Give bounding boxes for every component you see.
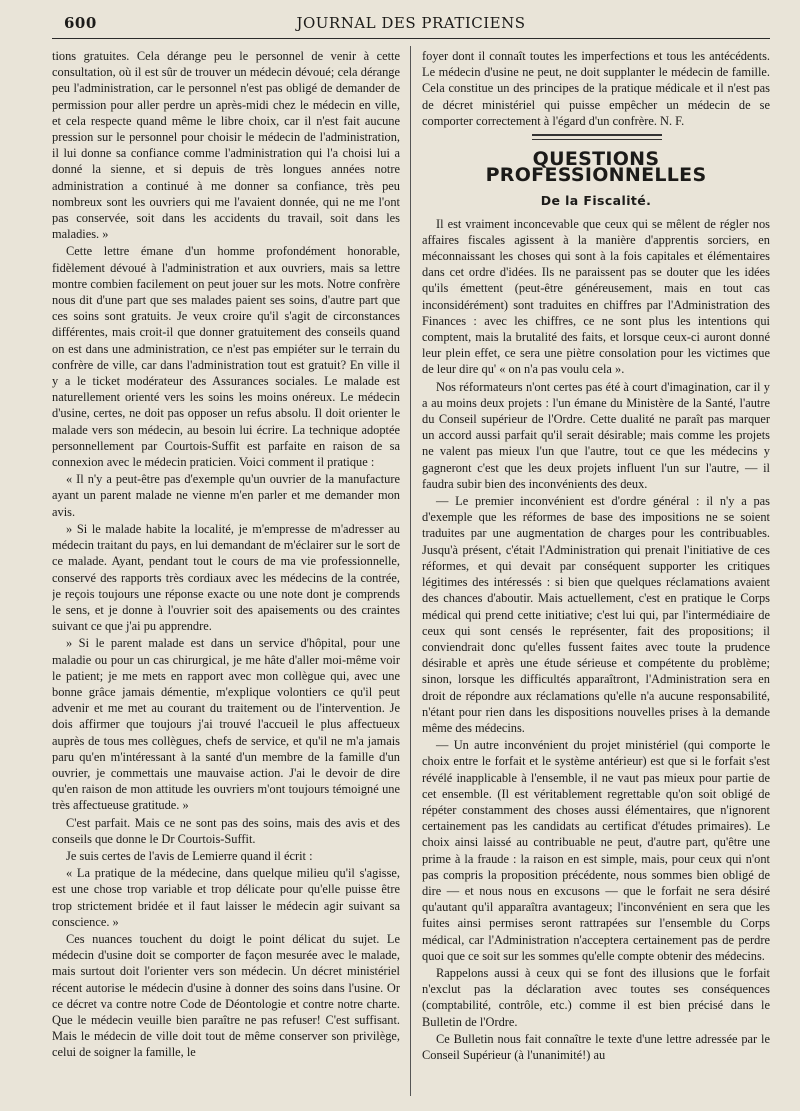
- running-header: [52, 12, 770, 36]
- paragraph: Rappelons aussi à ceux qui se font des illusions que le forfait n'exclut pas la déclaration avec toutes ses conséquences (comptabilité, contrôle, etc.) comme il est bien précisé dans le Bulletin de l'Ordre.: [422, 965, 770, 1029]
- ornamental-separator: [422, 133, 770, 142]
- page-number: 600: [64, 14, 97, 32]
- paragraph: Ce Bulletin nous fait connaître le texte d'une lettre adressée par le Conseil Supérieur (à l'unanimité!) au: [422, 1031, 770, 1062]
- paragraph: Ces nuances touchent du doigt le point délicat du sujet. Le médecin d'usine doit se comporter de façon mesurée avec le malade, mais surtout doit l'orienter vers son médecin. Un décret ministériel récent autorise le médecin d'usine à donner des soins dans l'usine. Or ce décret va contre notre Code de Déontologie et contre notre charte. Que le médecin veuille bien paraître ne pas refuser! C'est suffisant. Mais le médecin de ville doit tout de même conserver son privilège, celui de soigner la famille, le: [52, 931, 400, 1060]
- paragraph: Je suis certes de l'avis de Lemierre quand il écrit :: [66, 848, 313, 863]
- paragraph: — Un autre inconvénient du projet ministériel (qui comporte le choix entre le forfait et le système antérieur) est que si le forfait s'est révélé inapplicable à l'ensemble, il ne vaut pas mieux pour partie de cet ensemble. (Il est véritablement regrettable qu'on soit obligé de répéter constamment des choses aussi élémentaires, que n'ignorent certainement pas les candidats au certificat d'études primaires). Le choix ainsi laissé au contribuable ne peut, d'autre part, qu'être une prime à la fraude : la raison en est simple, mais, pour ceux qui n'ont pas compris la proposition précédente, nous sommes bien obligé de dire — et nous nous en excusons — que le forfait ne sera désiré qu'autant qu'il apparaîtra avantageux; l'inconvénient en sera que les fuites ainsi permises seront rattrapées sur l'ensemble du Corps médical, car l'Administration n'acceptera certainement pas de perdre quoi que ce soit sur les sommes qu'elle compte obtenir des médecins.: [422, 738, 770, 963]
- paragraph: tions gratuites. Cela dérange peu le personnel de venir à cette consultation, où il est sûr de trouver un médecin dévoué; cela dérange peu l'administration, car le personnel n'est pas obligé de demander de permission pour aller perdre un après-midi chez le médecin en ville, et cela respecte quand même le libre choix, car il n'est fait aucune pression sur le personnel pour choisir le médecin de l'administration, il lui donne sa confiance comme l'administration qui l'a choisi lui a donné la sienne, et si depuis de très longues années notre administration a continué à me donner sa confiance, très peu nombreux sont les ouvriers qui me l'avaient donnée, qui ne me l'ont pas conservée, soit dans les accidents du travail, soit dans les maladies. »: [52, 49, 400, 242]
- paragraph: » Si le parent malade est dans un service d'hôpital, pour une maladie ou pour un cas chirurgical, je me hâte d'aller moi-même voir le patient; je me mets en rapport avec mon collègue qui, avec une bonne grâce jamais démentie, m'explique volontiers ce qu'il peut advenir et me met au courant du traitement ou de l'intervention. Je dois affirmer que toujours j'ai trouvé l'accueil le plus affectueux auprès de tous mes collègues, chefs de service, et qu'il ne m'a jamais paru qu'en m'intéressant à la santé d'un membre de la famille d'un ouvrier, je commettais une mauvaise action. J'ai le devoir de dire qu'en raison de mon attitude les ouvriers m'ont toujours témoigné une très affectueuse gratitude. »: [52, 636, 400, 813]
- paragraph: — Le premier inconvénient est d'ordre général : il n'y a pas d'exemple que les réformes de base des impositions ne se soient traduites par une augmentation de charges pour les contribuables. Jusqu'à présent, c'était l'Administration qui prenait l'initiative de ces réformes, et qui devait par conséquent supporter les critiques légitimes des intéressés : si bien que quelques réclamations avaient des chances d'aboutir. Mais actuellement, c'est en pratique le Corps médical qui prend cette initiative; c'est lui qui, par l'intermédiaire de ceux qui sont censés le représenter, fait des propositions; il conviendrait donc qu'elles fussent faites avec toute la prudence désirable et après une étude sérieuse et compétente du problème; sinon, lorsque les difficultés apparaîtront, l'Administration sera en droit de répondre aux réclamations qu'elle n'a aucune responsabilité, n'étant pour rien dans les dispositions nouvelles prises à la demande même des médecins.: [422, 494, 770, 735]
- paragraph: C'est parfait. Mais ce ne sont pas des soins, mais des avis et des conseils que donne le Dr Courtois-Suffit.: [52, 815, 400, 846]
- subsection-title: De la Fiscalité.: [540, 193, 652, 209]
- quotation: « La pratique de la médecine, dans quelque milieu qu'il s'agisse, est une chose trop variable et trop délicate pour qu'elle puisse être trop strictement bridée et il faut laisser le médecin agir suivant sa conscience. »: [52, 866, 400, 929]
- right-column: [422, 48, 770, 1098]
- left-column: [52, 48, 400, 1098]
- paragraph: foyer dont il connaît toutes les imperfections et tous les antécédents. Le médecin d'usine ne peut, ne doit supplanter le médecin de famille. Cela constitue un des principes de la pratique médicale et il n'est pas de décret ministériel qui puisse empêcher un médecin de se comporter correctement à l'égard d'un confrère. N. F.: [422, 49, 770, 128]
- paragraph: Cette lettre émane d'un homme profondément honorable, fidèlement dévoué à l'administration et aux ouvriers, mais sa lettre montre combien facilement on peut jouer sur les mots. Notre confrère nous dit d'une part que ses malades paient ses soins, d'autre part que ces soins sont gratuits. Je veux croire qu'il s'agit de circonstances différentes, mais croit-il que donner gratuitement des conseils quand on est dans une administration, ce n'est pas empiéter sur le terrain du confrère de ville, car dans l'administration tout est gratuit? En ville il y a le ticket modérateur des Assurances sociales. Le malade est naturellement orienté vers les soins les moins onéreux. Le médecin d'usine, certes, ne doit pas opposer un refus absolu. Il doit orienter le malade vers son médecin, au besoin lui écrire. La technique adoptée personnellement par Courtois-Suffit est parfaite en raison de sa connexion avec le médecin praticien. Voici comment il pratique :: [52, 244, 400, 470]
- paragraph: » Si le malade habite la localité, je m'empresse de m'adresser au médecin traitant du pays, en lui demandant de m'éclairer sur le sort de ce malade. Ayant, pendant tout le cours de ma vie professionnelle, conservé des rapports très cordiaux avec les médecins de la contrée, je reçois toujours une réponse exacte ou une note dont je comprends le sens, et je donne à l'ouvrier soit des apaisements ou des craintes suivant ce que j'ai pu apprendre.: [52, 521, 400, 634]
- header-rule: [52, 38, 770, 39]
- paragraph: Nos réformateurs n'ont certes pas été à court d'imagination, car il y a au moins deux projets : l'un émane du Ministère de la Santé, l'autre du Conseil supérieur de l'Ordre. Cette dualité ne paraît pas marquer un accord aussi parfait qu'il serait désirable; mais comme les projets ne valent pas mieux l'un que l'autre, tout ce que les médecins y gagneront c'est que les deux projets influent l'un sur l'autre, — il faudra subir bien des inconvénients des deux.: [422, 379, 770, 491]
- paragraph: Il est vraiment inconcevable que ceux qui se mêlent de régler nos affaires fiscales agissent à la manière d'apprentis sorciers, en méconnaissant les choses qui sont à la fois capitales et élémentaires dans cet ordre d'idées. Ils ne paraissent pas se douter que les idées qu'ils émettent (peut-être généreusement, mais en tout cas inconsidérément) sont traduites en chiffres par l'Administration des Finances : avec les chiffres, ce ne sont plus les intentions qui comptent, mais la brutalité des faits, et lorsque ceux-ci auront donné leur plein effet, ce sera une piètre consolation pour les victimes que de leur dire qu' « on n'a pas voulu cela ».: [422, 216, 770, 377]
- column-divider: [410, 46, 411, 1096]
- section-title: QUESTIONS PROFESSIONNELLES: [485, 148, 707, 187]
- paragraph: « Il n'y a peut-être pas d'exemple qu'un ouvrier de la manufacture ayant un parent malade ne vienne m'en parler et me demander mon avis.: [52, 472, 400, 519]
- journal-title: JOURNAL DES PRATICIENS: [296, 14, 526, 32]
